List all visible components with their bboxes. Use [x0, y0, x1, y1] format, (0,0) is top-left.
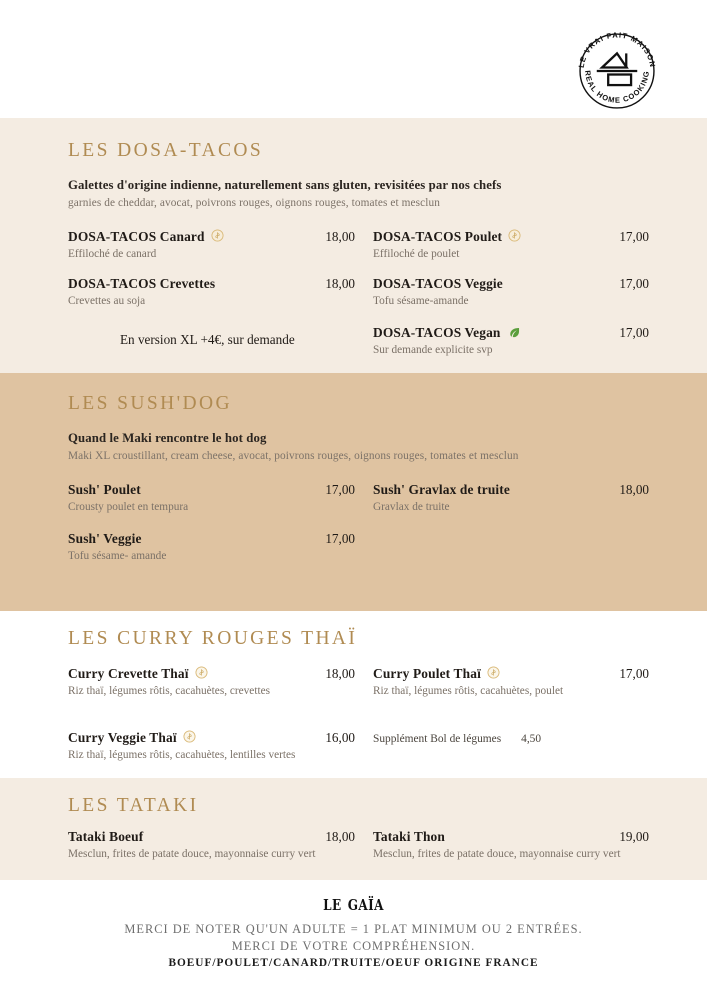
- gluten-free-icon: [183, 730, 196, 743]
- section-curry-rouges-thai: [0, 611, 707, 778]
- logo-top-text: LE VRAI FAIT MAISON: [576, 30, 658, 69]
- item-description: Riz thaï, légumes rôtis, cacahuètes, crevettes: [68, 685, 271, 698]
- item-name: DOSA-TACOS Poulet: [373, 229, 503, 244]
- section-title-dosa-tacos: LES DOSA-TACOS: [68, 140, 264, 161]
- spacer-cell: [373, 531, 667, 563]
- section-title-curry-rouges-thai: LES CURRY ROUGES THAÏ: [68, 628, 358, 650]
- menu-item[interactable]: [373, 276, 667, 308]
- section-tataki: [0, 778, 707, 879]
- menu-item[interactable]: [373, 829, 667, 861]
- gluten-free-icon: [487, 666, 500, 679]
- section-title-sush-dog: LES SUSH'DOG: [68, 393, 232, 415]
- item-name: Sush' Poulet: [68, 482, 141, 498]
- item-price: 18,00: [325, 829, 355, 845]
- item-description: Crevettes au soja: [68, 295, 146, 308]
- item-price: 17,00: [619, 324, 649, 340]
- gluten-free-icon: [508, 229, 521, 242]
- item-name: Curry Veggie Thaï: [68, 729, 177, 745]
- logo-bottom-text: REAL HOME COOKING: [583, 70, 651, 105]
- supplement-label: Supplément Bol de légumes: [373, 732, 502, 745]
- menu-item[interactable]: [373, 482, 667, 514]
- item-grid-tataki: [68, 829, 667, 861]
- page-header: [0, 0, 707, 118]
- section-desc-light-dosa-tacos: garnies de cheddar, avocat, poivrons rouges, oignons rouges, tomates et mesclun: [68, 197, 440, 209]
- item-price: 17,00: [325, 482, 355, 498]
- item-price: 19,00: [619, 829, 649, 845]
- item-grid-curry: [68, 665, 667, 762]
- item-description: Riz thaï, légumes rôtis, cacahuètes, lentilles vertes: [68, 748, 296, 761]
- section-desc-strong-dosa-tacos: Galettes d'origine indienne, naturellement sans gluten, revisitées par nos chefs: [68, 178, 502, 192]
- logo-stamp: [573, 27, 661, 115]
- item-name: Curry Poulet Thaï: [373, 666, 481, 682]
- xl-note-text: En version XL +4€, sur demande: [120, 331, 295, 347]
- item-name: Sush' Gravlax de truite: [373, 482, 510, 498]
- item-price: 17,00: [619, 666, 649, 682]
- item-description: Mesclun, frites de patate douce, mayonnaise curry vert: [68, 848, 316, 861]
- item-price: 17,00: [619, 229, 649, 244]
- section-desc-light-sush-dog: Maki XL croustillant, cream cheese, avocat, poivrons rouges, oignons rouges, tomates et mesclun: [68, 450, 519, 463]
- item-grid-sush-dog: [68, 482, 667, 563]
- footer-origin-note: BOEUF/POULET/CANARD/TRUITE/OEUF ORIGINE FRANCE: [168, 956, 539, 969]
- menu-item[interactable]: [68, 729, 373, 762]
- footer-note-line1: MERCI DE NOTER QU'UN ADULTE = 1 PLAT MINIMUM OU 2 ENTRÉES.: [124, 921, 583, 936]
- menu-item[interactable]: [68, 482, 373, 514]
- item-grid-dosa-tacos: [68, 228, 667, 357]
- menu-item[interactable]: [68, 665, 373, 698]
- item-name: DOSA-TACOS Canard: [68, 229, 205, 244]
- menu-item[interactable]: [68, 829, 373, 861]
- item-description: Effiloché de poulet: [373, 248, 460, 260]
- menu-item[interactable]: [68, 531, 373, 563]
- item-price: 16,00: [325, 729, 355, 745]
- gluten-free-icon: [211, 229, 224, 242]
- page-footer: [0, 880, 707, 969]
- footer-note-line2: MERCI DE VOTRE COMPRÉHENSION.: [231, 939, 476, 954]
- item-description: Gravlax de truite: [373, 501, 450, 514]
- menu-item[interactable]: [373, 228, 667, 261]
- item-name: Curry Crevette Thaï: [68, 666, 189, 682]
- section-sush-dog: [0, 373, 707, 611]
- menu-item[interactable]: [373, 665, 667, 698]
- item-name: Tataki Thon: [373, 829, 445, 845]
- menu-item[interactable]: [68, 276, 373, 308]
- item-name: DOSA-TACOS Veggie: [373, 276, 503, 292]
- xl-note: [68, 324, 373, 357]
- item-description: Tofu sésame- amande: [68, 549, 167, 562]
- house-icon: [597, 53, 637, 85]
- item-description: Mesclun, frites de patate douce, mayonnaise curry vert: [373, 848, 621, 861]
- item-price: 18,00: [619, 482, 649, 498]
- item-name: DOSA-TACOS Vegan: [373, 324, 501, 340]
- item-price: 18,00: [325, 666, 355, 682]
- item-price: 17,00: [619, 276, 649, 292]
- item-description: Riz thaï, légumes rôtis, cacahuètes, poulet: [373, 685, 564, 698]
- item-description: Effiloché de canard: [68, 248, 157, 260]
- item-description: Crousty poulet en tempura: [68, 501, 189, 514]
- item-price: 18,00: [325, 276, 355, 292]
- item-description: Sur demande explicite svp: [373, 343, 493, 356]
- item-name: Tataki Boeuf: [68, 829, 144, 845]
- menu-item[interactable]: [373, 324, 667, 357]
- section-desc-strong-sush-dog: Quand le Maki rencontre le hot dog: [68, 431, 267, 446]
- menu-item[interactable]: [68, 228, 373, 261]
- item-description: Tofu sésame-amande: [373, 295, 469, 308]
- item-price: 18,00: [325, 229, 355, 244]
- item-name: Sush' Veggie: [68, 530, 142, 546]
- supplement-row: [373, 733, 667, 762]
- vegan-leaf-icon: [508, 326, 521, 339]
- supplement-price: 4,50: [521, 732, 542, 745]
- section-title-tataki: LES TATAKI: [68, 795, 199, 817]
- brand-name: le gaïa: [323, 889, 384, 915]
- gluten-free-icon: [195, 666, 208, 679]
- item-name: DOSA-TACOS Crevettes: [68, 276, 216, 292]
- section-dosa-tacos: [0, 118, 707, 373]
- item-price: 17,00: [325, 530, 355, 546]
